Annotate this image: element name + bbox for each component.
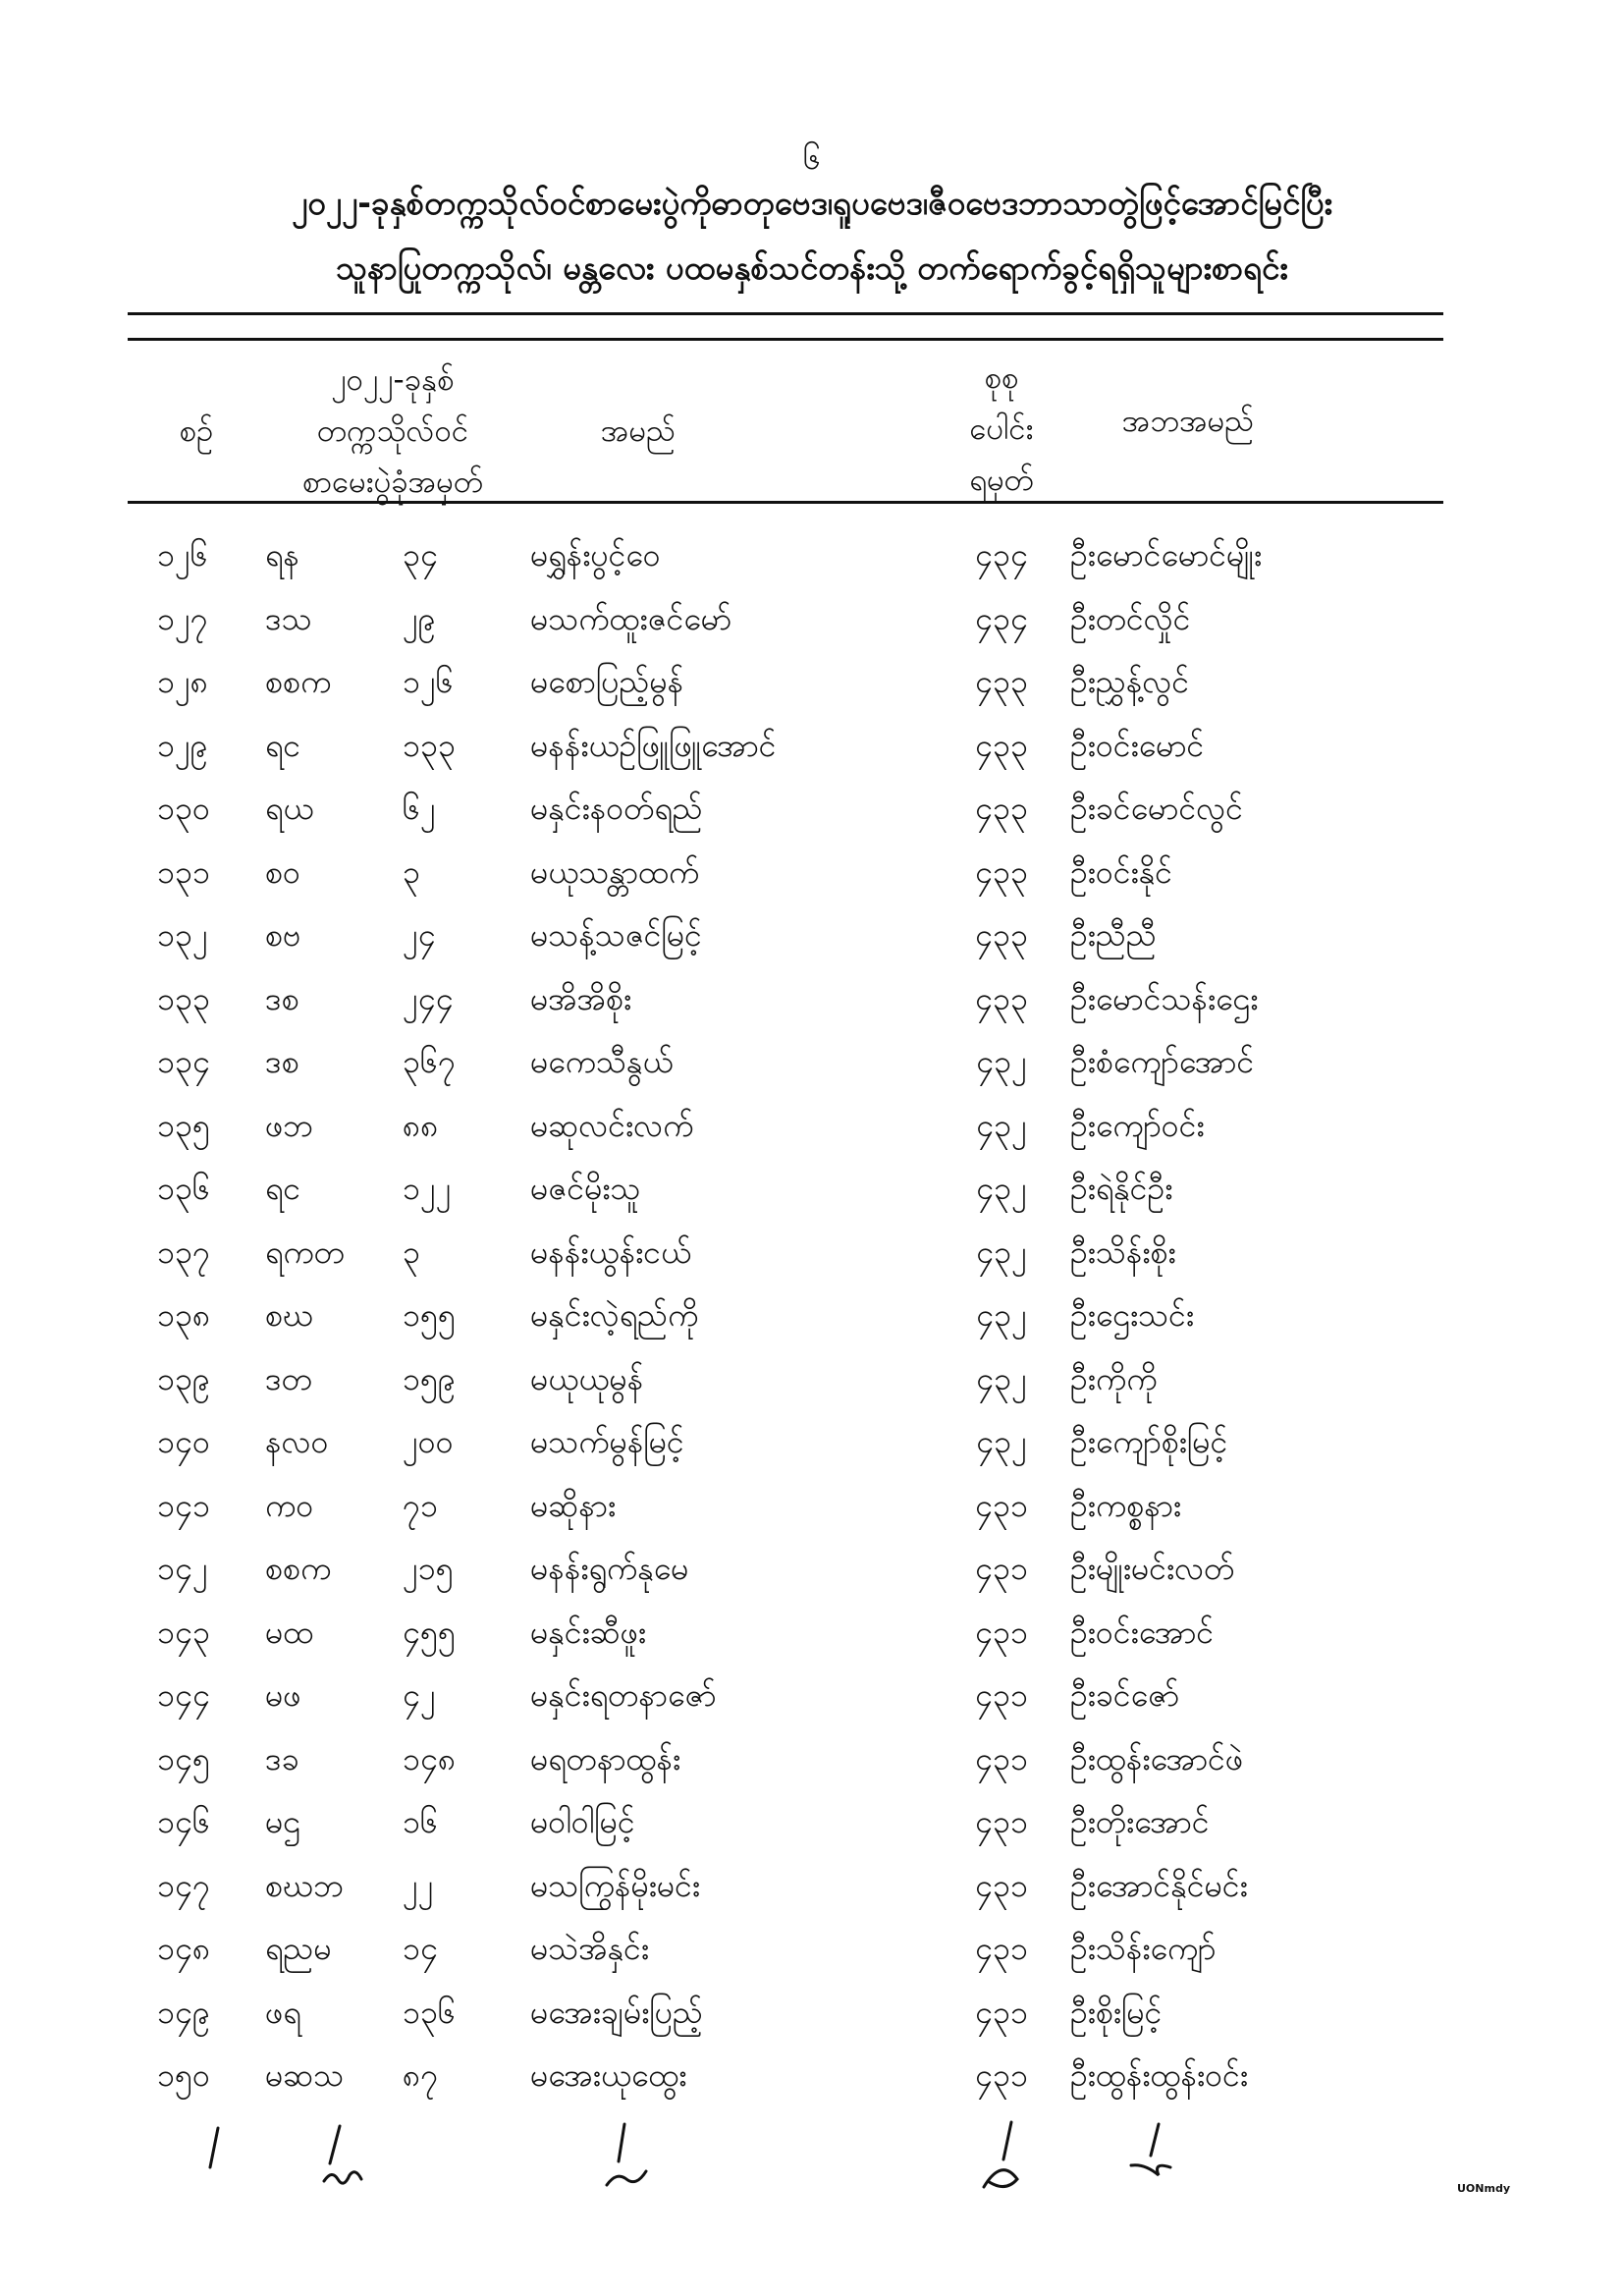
row-exam-number: ၁၂၂ (403, 1170, 452, 1207)
row-serial: ၁၃၃ (157, 979, 210, 1017)
row-total-score: ၄၃၁ (975, 1803, 1028, 1840)
table-row (0, 1789, 1624, 1854)
row-exam-code: ရင (265, 1170, 301, 1207)
row-name: မနန်းယွန်းငယ် (530, 1232, 692, 1271)
row-father-name: ဦးညွှန့်လွင် (1070, 663, 1190, 700)
row-exam-number: ၆၂ (403, 790, 436, 827)
row-total-score: ၄၃၄ (975, 599, 1028, 637)
row-father-name: ဦးခင်မောင်လွင် (1070, 790, 1243, 827)
row-name: မနန်းရွက်နုမေ (530, 1550, 689, 1587)
header-serial: စဉ် (179, 413, 214, 449)
signature-mark (210, 2128, 218, 2167)
title-line-2: သူနာပြုတက္ကသိုလ်၊ မန္တလေး ပထမနှစ်သင်တန်းသို့ တက်ရောက်ခွင့်ရရှိသူများစာရင်း (336, 248, 1288, 287)
row-exam-number: ၁၃၆ (403, 1993, 456, 2031)
header-exam-line2: တက္ကသိုလ်ဝင် (316, 413, 469, 449)
header-total-line2: ပေါင်း (969, 411, 1034, 447)
row-total-score: ၄၃၁ (975, 1739, 1028, 1777)
row-name: မကေသီနွယ် (530, 1043, 674, 1080)
row-serial: ၁၃၀ (157, 790, 210, 827)
row-exam-number: ၁၅၅ (403, 1296, 456, 1334)
row-father-name: ဦးကျော်ဝင်း (1070, 1106, 1205, 1144)
row-serial: ၁၄၅ (157, 1739, 210, 1777)
row-name: မအေးချမ်းပြည့် (530, 1993, 703, 2031)
row-exam-number: ၁၆ (403, 1803, 438, 1840)
row-exam-code: ကဝ (265, 1486, 314, 1524)
table-row (0, 1156, 1624, 1221)
row-exam-code: မထ (265, 1613, 314, 1651)
table-row (0, 586, 1624, 651)
row-name: မသန့်သဇင်မြင့် (530, 916, 702, 954)
row-serial: ၁၄၉ (157, 1993, 210, 2031)
header-rule (128, 501, 1443, 504)
row-name: မစောပြည့်မွန် (530, 663, 684, 700)
row-father-name: ဦးဝင်းအောင် (1070, 1613, 1215, 1651)
table-row (0, 1093, 1624, 1158)
row-exam-number: ၂၁၅ (403, 1550, 454, 1587)
row-serial: ၁၄၃ (157, 1613, 210, 1651)
row-father-name: ဦးတိုးအောင် (1070, 1803, 1210, 1840)
row-name: မသက်ထူးဇင်မော် (530, 599, 732, 637)
table-row (0, 1220, 1624, 1285)
row-serial: ၁၃၆ (157, 1170, 210, 1207)
row-father-name: ဦးဝင်းနိုင် (1070, 852, 1172, 891)
row-name: မအေးယုထွေး (530, 2056, 687, 2094)
signature-mark (984, 2122, 1017, 2187)
table-row (0, 1663, 1624, 1727)
row-father-name: ဦးမျိုးမင်းလတ် (1070, 1550, 1235, 1587)
signature-mark (1131, 2124, 1170, 2175)
row-serial: ၁၃၇ (157, 1232, 210, 1271)
row-total-score: ၄၃၁ (975, 1613, 1028, 1651)
row-serial: ၁၃၂ (157, 916, 208, 954)
table-row (0, 1409, 1624, 1474)
row-serial: ၁၄၀ (157, 1423, 210, 1460)
row-serial: ၁၄၁ (157, 1486, 210, 1524)
header-name: အမည် (600, 413, 677, 449)
row-father-name: ဦးမောင်မောင်မျိုး (1070, 536, 1263, 574)
row-total-score: ၄၃၃ (975, 916, 1028, 954)
row-father-name: ဦးမောင်သန်းဌေး (1070, 979, 1259, 1017)
row-total-score: ၄၃၂ (976, 1170, 1027, 1207)
header-total-line1: စုစု (984, 360, 1019, 396)
row-total-score: ၄၃၁ (975, 1930, 1028, 1967)
row-exam-number: ၁၄ (403, 1930, 438, 1967)
row-total-score: ၄၃၁ (975, 1676, 1028, 1714)
row-exam-number: ၂၄ (403, 916, 436, 954)
row-serial: ၁၄၈ (157, 1930, 211, 1967)
row-exam-code: ဒစ (265, 979, 299, 1017)
row-name: မဆုလင်းလက် (530, 1106, 694, 1144)
table-row (0, 776, 1624, 841)
row-total-score: ၄၃၃ (975, 726, 1028, 764)
row-serial: ၁၃၉ (157, 1359, 210, 1397)
title-line-1: ၂၀၂၂-ခုနှစ်တက္ကသိုလ်ဝင်စာမေးပွဲကိုဓာတုဗေဒ၊ရူပဗေဒ၊ဇီဝဗေဒဘာသာတွဲဖြင့်အောင်မြင်ပြီး (292, 184, 1332, 222)
row-total-score: ၄၃၃ (975, 852, 1028, 891)
row-name: မရွှန်းပွင့်ဝေ (530, 536, 661, 574)
row-exam-number: ၁၅၉ (403, 1359, 456, 1397)
row-name: မသက်မွန်မြင့် (530, 1423, 684, 1460)
row-exam-code: ရကတ (265, 1232, 345, 1271)
page-number: ၆ (803, 139, 821, 177)
row-serial: ၁၂၇ (157, 599, 208, 637)
row-exam-number: ၃၄ (403, 536, 438, 574)
row-name: မနန်းယဉ်ဖြူဖြူအောင် (530, 726, 777, 764)
table-row (0, 713, 1624, 778)
row-exam-code: ဒစ (265, 1043, 299, 1080)
row-serial: ၁၃၁ (157, 852, 210, 891)
row-exam-code: စစက (265, 663, 332, 700)
row-exam-code: မဖ (265, 1676, 301, 1714)
row-total-score: ၄၃၃ (975, 979, 1028, 1017)
row-father-name: ဦးထွန်းအောင်ဖဲ (1070, 1739, 1244, 1777)
row-serial: ၁၂၆ (157, 536, 208, 574)
row-father-name: ဦးကိုကို (1070, 1359, 1158, 1397)
row-exam-number: ၃ (403, 852, 420, 891)
row-father-name: ဦးရဲနိုင်ဦး (1070, 1170, 1173, 1207)
row-father-name: ဦးခင်ဇော် (1070, 1676, 1180, 1714)
row-exam-code: နလဝ (265, 1423, 329, 1460)
table-row (0, 522, 1624, 587)
row-exam-code: စဃဘ (265, 1866, 345, 1904)
row-exam-code: ရန (265, 536, 299, 574)
row-name: မသဲအိနှင်း (530, 1930, 649, 1967)
table-row (0, 2043, 1624, 2107)
header-father: အဘအမည် (1121, 404, 1255, 439)
row-exam-code: ဒခ (265, 1739, 299, 1777)
row-father-name: ဦးသိန်းစိုး (1070, 1232, 1176, 1271)
row-total-score: ၄၃၁ (975, 1486, 1028, 1524)
row-total-score: ၄၃၁ (975, 1866, 1028, 1904)
table-row (0, 649, 1624, 714)
row-exam-number: ၈၇ (403, 2056, 439, 2094)
table-row (0, 1726, 1624, 1791)
row-exam-number: ၁၄၈ (403, 1739, 457, 1777)
row-total-score: ၄၃၂ (976, 1359, 1027, 1397)
row-total-score: ၄၃၄ (975, 536, 1028, 574)
row-name: မအိအိစိုး (530, 979, 632, 1017)
row-name: မနှင်းရတနာဇော် (530, 1676, 717, 1714)
row-serial: ၁၄၄ (157, 1676, 210, 1714)
row-exam-number: ၂၀၀ (403, 1423, 454, 1460)
row-total-score: ၄၃၂ (976, 1106, 1027, 1144)
signature-mark (324, 2126, 361, 2183)
row-serial: ၁၄၆ (157, 1803, 210, 1840)
row-name: မသကြွန်မိုးမင်း (530, 1866, 701, 1904)
table-row (0, 1853, 1624, 1918)
row-serial: ၁၄၂ (157, 1550, 208, 1587)
signature-marks (0, 2116, 1624, 2205)
row-exam-code: စဃ (265, 1296, 314, 1334)
row-name: မဆိုနား (530, 1486, 617, 1524)
row-father-name: ဦးစံကျော်အောင် (1070, 1043, 1255, 1080)
row-father-name: ဦးတင်လှိုင် (1070, 599, 1191, 637)
row-total-score: ၄၃၂ (976, 1232, 1027, 1271)
row-exam-code: ဒတ (265, 1359, 312, 1397)
row-serial: ၁၂၈ (157, 663, 208, 700)
row-exam-number: ၂၂ (403, 1866, 434, 1904)
row-total-score: ၄၃၁ (975, 2056, 1028, 2094)
row-name: မဇင်မိုးသူ (530, 1170, 641, 1207)
row-exam-number: ၇၁ (403, 1486, 438, 1524)
table-row (0, 902, 1624, 967)
table-row (0, 1600, 1624, 1665)
row-father-name: ဦးထွန်းထွန်းဝင်း (1070, 2056, 1248, 2094)
row-father-name: ဦးကျော်စိုးမြင့် (1070, 1423, 1228, 1460)
table-row (0, 1980, 1624, 2045)
row-total-score: ၄၃၂ (976, 1043, 1027, 1080)
row-father-name: ဦးဝင်းမောင် (1070, 726, 1205, 764)
table-row (0, 1536, 1624, 1601)
row-exam-code: ရညမ (265, 1930, 332, 1967)
row-total-score: ၄၃၁ (975, 1993, 1028, 2031)
row-serial: ၁၄၇ (157, 1866, 210, 1904)
row-exam-code: ရင (265, 726, 301, 764)
row-serial: ၁၃၅ (157, 1106, 210, 1144)
row-exam-code: ဖဘ (265, 1106, 314, 1144)
row-exam-number: ၂၉ (403, 599, 436, 637)
table-row (0, 840, 1624, 904)
row-exam-number: ၄၅၅ (403, 1613, 456, 1651)
row-serial: ၁၂၉ (157, 726, 208, 764)
row-exam-number: ၃၆၇ (403, 1043, 456, 1080)
row-total-score: ၄၃၂ (976, 1423, 1027, 1460)
header-exam-line1: ၂၀၂၂-ခုနှစ် (331, 362, 455, 398)
row-serial: ၁၃၈ (157, 1296, 211, 1334)
table-row (0, 1029, 1624, 1094)
row-name: မရတနာထွန်း (530, 1739, 681, 1777)
row-father-name: ဦးဌေးသင်း (1070, 1296, 1194, 1334)
table-row (0, 1916, 1624, 1981)
top-rule (128, 312, 1443, 315)
row-father-name: ဦးကစ္စနား (1070, 1486, 1182, 1524)
footer-mark: UONmdy (1457, 2182, 1510, 2195)
row-name: မနှင်းနဝတ်ရည် (530, 790, 703, 827)
table-row (0, 1346, 1624, 1411)
row-total-score: ၄၃၃ (975, 790, 1028, 827)
row-serial: ၁၅၀ (157, 2056, 210, 2094)
row-exam-number: ၄၂ (403, 1676, 436, 1714)
row-exam-number: ၁၂၆ (403, 663, 454, 700)
row-exam-code: စစက (265, 1550, 332, 1587)
row-exam-code: မဆသ (265, 2056, 345, 2094)
row-name: မယုယုမွန် (530, 1359, 644, 1397)
row-father-name: ဦးညီညီ (1070, 916, 1157, 954)
row-exam-code: စဗ (265, 916, 301, 954)
row-name: မဝါဝါမြင့် (530, 1803, 635, 1840)
table-row (0, 1473, 1624, 1538)
signature-mark (607, 2124, 646, 2185)
header-exam-line3: စာမေးပွဲခုံအမှတ် (301, 465, 484, 500)
row-exam-number: ၃ (403, 1232, 420, 1271)
row-father-name: ဦးသိန်းကျော် (1070, 1930, 1217, 1967)
row-exam-code: ရယ (265, 790, 314, 827)
row-exam-number: ၈၈ (403, 1106, 439, 1144)
row-name: မနှင်းလဲ့ရည်ကို (530, 1296, 699, 1334)
row-total-score: ၄၃၃ (975, 663, 1028, 700)
row-exam-code: စဝ (265, 852, 300, 891)
row-exam-code: ဖရ (265, 1993, 301, 2031)
table-top-rule (128, 338, 1443, 341)
row-exam-code: မဌ (265, 1803, 301, 1840)
row-exam-number: ၂၄၄ (403, 979, 454, 1017)
table-row (0, 966, 1624, 1031)
row-name: မနှင်းဆီဖူး (530, 1613, 647, 1651)
row-exam-code: ဒသ (265, 599, 312, 637)
row-father-name: ဦးစိုးမြင့် (1070, 1993, 1163, 2031)
row-serial: ၁၃၄ (157, 1043, 210, 1080)
row-total-score: ၄၃၁ (975, 1550, 1028, 1587)
row-name: မယုသန္တာထက် (530, 852, 700, 891)
table-row (0, 1283, 1624, 1347)
row-father-name: ဦးအောင်နိုင်မင်း (1070, 1866, 1248, 1904)
row-total-score: ၄၃၂ (976, 1296, 1027, 1334)
header-total-line3: ရမှတ် (969, 463, 1034, 498)
row-exam-number: ၁၃၃ (403, 726, 456, 764)
